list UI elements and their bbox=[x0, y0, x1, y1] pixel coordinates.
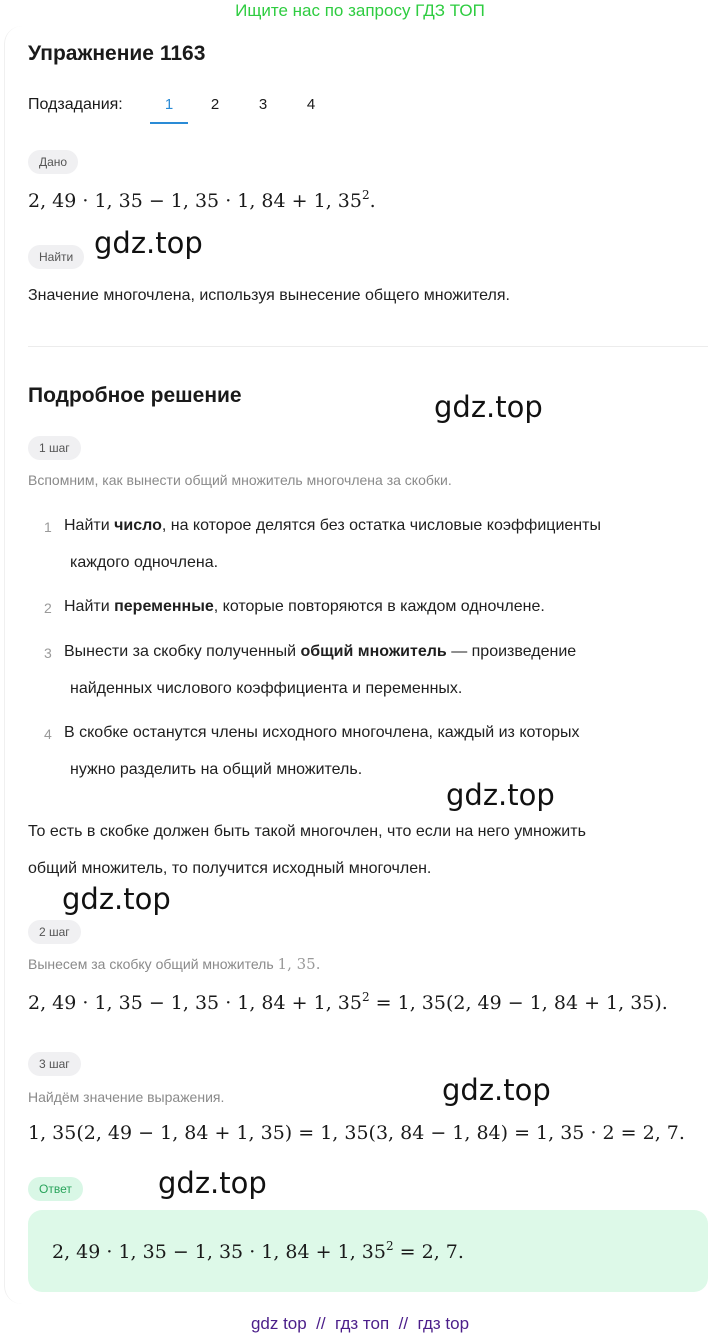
list-number: 4 bbox=[44, 726, 52, 742]
section-divider bbox=[28, 346, 708, 347]
list-item-1-line-1: Найти число, на которое делятся без остатка числовые коэффициенты bbox=[64, 517, 601, 534]
list-number: 3 bbox=[44, 645, 52, 661]
list-item-1-line-2: каждого одночлена. bbox=[70, 554, 219, 571]
step-2-expression: 2, 49 · 1, 35 − 1, 35 · 1, 84 + 1, $35^2 = 1$, 35(2, 49 − 1, 84 + 1, 35). bbox=[28, 990, 668, 1014]
answer-badge: Ответ bbox=[28, 1177, 83, 1201]
step-2-intro: Вынесем за скобку общий множитель 1, 35. bbox=[28, 955, 321, 973]
exercise-card bbox=[4, 26, 718, 1304]
find-badge: Найти bbox=[28, 245, 84, 269]
list-item-2-line-1: Найти переменные, которые повторяются в каждом одночлене. bbox=[64, 598, 545, 615]
step-1-badge: 1 шаг bbox=[28, 436, 81, 460]
tab-subtask-2[interactable]: 2 bbox=[210, 96, 220, 113]
list-number: 2 bbox=[44, 600, 52, 616]
answer-expression: 2, 49 · 1, 35 − 1, 35 · 1, 84 + 1, $35^2 = 2$, 7. bbox=[52, 1239, 464, 1263]
solution-title: Подробное решение bbox=[28, 384, 242, 407]
tab-subtask-3[interactable]: 3 bbox=[258, 96, 268, 113]
watermark: gdz.top bbox=[62, 882, 171, 916]
list-item-4-line-1: В скобке останутся члены исходного многочлена, каждый из которых bbox=[64, 724, 580, 741]
find-text: Значение многочлена, используя вынесение общего множителя. bbox=[28, 287, 510, 304]
step-3-badge: 3 шаг bbox=[28, 1052, 81, 1076]
watermark: gdz.top bbox=[94, 226, 203, 260]
watermark: gdz.top bbox=[434, 390, 543, 424]
given-badge: Дано bbox=[28, 150, 78, 174]
step-2-badge: 2 шаг bbox=[28, 920, 81, 944]
page-title: Упражнение 1163 bbox=[28, 42, 206, 65]
given-expression: 2, 49 · 1, 35 − 1, 35 · 1, 84 + 1, $35^2$. bbox=[28, 188, 376, 212]
step-3-expression: 1, 35(2, 49 − 1, 84 + 1, 35) = 1, 35(3, 84 − 1, 84) = 1, 35 · 2 = 2, 7. bbox=[28, 1122, 685, 1144]
step-3-intro: Найдём значение выражения. bbox=[28, 1089, 225, 1105]
watermark: gdz.top bbox=[446, 778, 555, 812]
subtasks-label: Подзадания: bbox=[28, 96, 123, 113]
step-1-note-line-1: То есть в скобке должен быть такой многочлен, что если на него умножить bbox=[28, 823, 586, 840]
tab-subtask-4[interactable]: 4 bbox=[306, 96, 316, 113]
list-item-3-line-1: Вынести за скобку полученный общий множитель — произведение bbox=[64, 643, 577, 660]
footer-links[interactable]: gdz top // гдз топ // гдз top bbox=[250, 1314, 470, 1333]
tab-subtask-1[interactable]: 1 bbox=[164, 96, 174, 113]
search-banner: Ищите нас по запросу ГДЗ ТОП bbox=[235, 1, 485, 20]
list-number: 1 bbox=[44, 519, 52, 535]
active-tab-indicator bbox=[150, 122, 188, 124]
watermark: gdz.top bbox=[442, 1073, 551, 1107]
step-1-note-line-2: общий множитель, то получится исходный многочлен. bbox=[28, 860, 432, 877]
list-item-4-line-2: нужно разделить на общий множитель. bbox=[70, 761, 363, 778]
list-item-3-line-2: найденных числового коэффициента и переменных. bbox=[70, 680, 463, 697]
step-1-intro: Вспомним, как вынести общий множитель многочлена за скобки. bbox=[28, 472, 452, 488]
watermark: gdz.top bbox=[158, 1166, 267, 1200]
